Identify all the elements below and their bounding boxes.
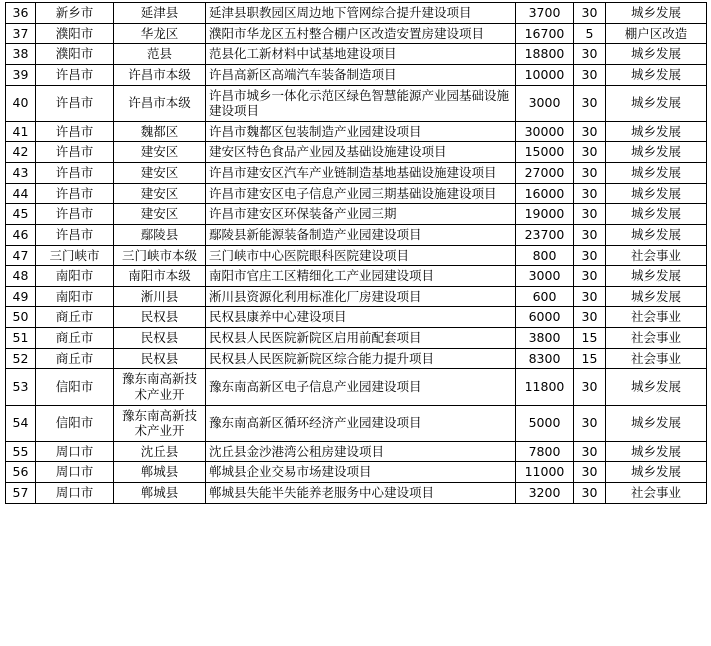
project-funding-table <box>5 2 707 504</box>
cell-category: 城乡发展 <box>606 462 707 483</box>
table-row <box>6 142 707 163</box>
cell-city: 三门峡市 <box>36 245 114 266</box>
cell-serial-number: 43 <box>6 163 36 184</box>
cell-serial-number: 50 <box>6 307 36 328</box>
cell-city: 信阳市 <box>36 369 114 405</box>
table-row <box>6 405 707 441</box>
cell-district: 郸城县 <box>114 483 206 504</box>
cell-district: 建安区 <box>114 183 206 204</box>
cell-district: 建安区 <box>114 204 206 225</box>
cell-project-name: 南阳市官庄工区精细化工产业园建设项目 <box>206 266 516 287</box>
cell-serial-number: 44 <box>6 183 36 204</box>
cell-amount: 27000 <box>516 163 574 184</box>
table-row <box>6 3 707 24</box>
table-row <box>6 348 707 369</box>
cell-amount: 3000 <box>516 266 574 287</box>
cell-amount: 11000 <box>516 462 574 483</box>
table-row <box>6 224 707 245</box>
cell-amount: 10000 <box>516 64 574 85</box>
cell-category: 社会事业 <box>606 483 707 504</box>
cell-category: 城乡发展 <box>606 121 707 142</box>
cell-district: 豫东南高新技术产业开 <box>114 369 206 405</box>
table-row <box>6 64 707 85</box>
table-row <box>6 204 707 225</box>
cell-years: 15 <box>574 348 606 369</box>
cell-years: 30 <box>574 183 606 204</box>
cell-project-name: 沈丘县金沙港湾公租房建设项目 <box>206 441 516 462</box>
table-row <box>6 183 707 204</box>
table-row <box>6 328 707 349</box>
cell-serial-number: 56 <box>6 462 36 483</box>
cell-project-name: 许昌市建安区电子信息产业园三期基础设施建设项目 <box>206 183 516 204</box>
cell-years: 15 <box>574 328 606 349</box>
cell-city: 商丘市 <box>36 307 114 328</box>
cell-project-name: 许昌高新区高端汽车装备制造项目 <box>206 64 516 85</box>
cell-project-name: 濮阳市华龙区五村整合棚户区改造安置房建设项目 <box>206 23 516 44</box>
cell-district: 郸城县 <box>114 462 206 483</box>
cell-serial-number: 53 <box>6 369 36 405</box>
cell-years: 30 <box>574 3 606 24</box>
cell-serial-number: 40 <box>6 85 36 121</box>
cell-category: 城乡发展 <box>606 441 707 462</box>
cell-years: 30 <box>574 64 606 85</box>
cell-amount: 800 <box>516 245 574 266</box>
cell-category: 城乡发展 <box>606 405 707 441</box>
cell-amount: 3200 <box>516 483 574 504</box>
cell-years: 30 <box>574 266 606 287</box>
cell-category: 城乡发展 <box>606 286 707 307</box>
cell-district: 范县 <box>114 44 206 65</box>
cell-category: 城乡发展 <box>606 44 707 65</box>
cell-amount: 8300 <box>516 348 574 369</box>
cell-city: 许昌市 <box>36 121 114 142</box>
cell-project-name: 豫东南高新区电子信息产业园建设项目 <box>206 369 516 405</box>
cell-district: 魏都区 <box>114 121 206 142</box>
cell-years: 30 <box>574 307 606 328</box>
cell-city: 商丘市 <box>36 328 114 349</box>
table-row <box>6 307 707 328</box>
cell-years: 30 <box>574 85 606 121</box>
cell-amount: 3000 <box>516 85 574 121</box>
cell-years: 30 <box>574 142 606 163</box>
table-row <box>6 462 707 483</box>
cell-years: 30 <box>574 204 606 225</box>
cell-city: 南阳市 <box>36 266 114 287</box>
cell-city: 周口市 <box>36 462 114 483</box>
cell-category: 城乡发展 <box>606 224 707 245</box>
cell-amount: 30000 <box>516 121 574 142</box>
cell-amount: 15000 <box>516 142 574 163</box>
cell-district: 许昌市本级 <box>114 85 206 121</box>
cell-years: 30 <box>574 224 606 245</box>
table-row <box>6 121 707 142</box>
cell-serial-number: 41 <box>6 121 36 142</box>
cell-category: 社会事业 <box>606 328 707 349</box>
cell-project-name: 民权县人民医院新院区启用前配套项目 <box>206 328 516 349</box>
cell-years: 30 <box>574 369 606 405</box>
cell-serial-number: 55 <box>6 441 36 462</box>
cell-project-name: 郸城县失能半失能养老服务中心建设项目 <box>206 483 516 504</box>
cell-project-name: 鄢陵县新能源装备制造产业园建设项目 <box>206 224 516 245</box>
table-row <box>6 286 707 307</box>
cell-district: 建安区 <box>114 142 206 163</box>
cell-district: 豫东南高新技术产业开 <box>114 405 206 441</box>
cell-amount: 23700 <box>516 224 574 245</box>
table-row <box>6 369 707 405</box>
cell-years: 30 <box>574 121 606 142</box>
cell-serial-number: 51 <box>6 328 36 349</box>
cell-serial-number: 42 <box>6 142 36 163</box>
cell-category: 城乡发展 <box>606 369 707 405</box>
table-row <box>6 441 707 462</box>
cell-project-name: 民权县康养中心建设项目 <box>206 307 516 328</box>
cell-serial-number: 49 <box>6 286 36 307</box>
table-row <box>6 163 707 184</box>
cell-project-name: 建安区特色食品产业园及基础设施建设项目 <box>206 142 516 163</box>
cell-category: 城乡发展 <box>606 142 707 163</box>
cell-years: 30 <box>574 483 606 504</box>
cell-district: 南阳市本级 <box>114 266 206 287</box>
table-row <box>6 266 707 287</box>
cell-category: 城乡发展 <box>606 204 707 225</box>
cell-category: 城乡发展 <box>606 3 707 24</box>
cell-amount: 3800 <box>516 328 574 349</box>
cell-years: 30 <box>574 286 606 307</box>
cell-district: 华龙区 <box>114 23 206 44</box>
cell-city: 新乡市 <box>36 3 114 24</box>
cell-project-name: 许昌市城乡一体化示范区绿色智慧能源产业园基础设施建设项目 <box>206 85 516 121</box>
cell-years: 30 <box>574 44 606 65</box>
cell-years: 30 <box>574 245 606 266</box>
cell-project-name: 郸城县企业交易市场建设项目 <box>206 462 516 483</box>
cell-amount: 16700 <box>516 23 574 44</box>
cell-district: 民权县 <box>114 328 206 349</box>
cell-category: 城乡发展 <box>606 266 707 287</box>
cell-district: 鄢陵县 <box>114 224 206 245</box>
document-page <box>0 2 711 646</box>
cell-district: 民权县 <box>114 307 206 328</box>
cell-category: 社会事业 <box>606 307 707 328</box>
cell-category: 城乡发展 <box>606 64 707 85</box>
table-body <box>6 3 707 504</box>
cell-serial-number: 38 <box>6 44 36 65</box>
cell-city: 许昌市 <box>36 204 114 225</box>
cell-project-name: 许昌市建安区环保装备产业园三期 <box>206 204 516 225</box>
cell-years: 30 <box>574 441 606 462</box>
cell-district: 三门峡市本级 <box>114 245 206 266</box>
cell-district: 延津县 <box>114 3 206 24</box>
cell-project-name: 许昌市魏都区包装制造产业园建设项目 <box>206 121 516 142</box>
cell-project-name: 许昌市建安区汽车产业链制造基地基础设施建设项目 <box>206 163 516 184</box>
cell-project-name: 范县化工新材料中试基地建设项目 <box>206 44 516 65</box>
cell-amount: 18800 <box>516 44 574 65</box>
cell-project-name: 淅川县资源化利用标准化厂房建设项目 <box>206 286 516 307</box>
cell-category: 棚户区改造 <box>606 23 707 44</box>
cell-city: 南阳市 <box>36 286 114 307</box>
cell-amount: 7800 <box>516 441 574 462</box>
cell-district: 许昌市本级 <box>114 64 206 85</box>
cell-district: 民权县 <box>114 348 206 369</box>
cell-serial-number: 45 <box>6 204 36 225</box>
cell-category: 城乡发展 <box>606 85 707 121</box>
cell-project-name: 豫东南高新区循环经济产业园建设项目 <box>206 405 516 441</box>
cell-category: 城乡发展 <box>606 163 707 184</box>
cell-city: 濮阳市 <box>36 44 114 65</box>
cell-city: 许昌市 <box>36 142 114 163</box>
cell-years: 30 <box>574 163 606 184</box>
cell-city: 许昌市 <box>36 64 114 85</box>
table-row <box>6 23 707 44</box>
cell-amount: 600 <box>516 286 574 307</box>
cell-serial-number: 52 <box>6 348 36 369</box>
cell-city: 周口市 <box>36 483 114 504</box>
cell-project-name: 三门峡市中心医院眼科医院建设项目 <box>206 245 516 266</box>
cell-project-name: 延津县职教园区周边地下管网综合提升建设项目 <box>206 3 516 24</box>
cell-serial-number: 54 <box>6 405 36 441</box>
cell-category: 社会事业 <box>606 245 707 266</box>
cell-city: 许昌市 <box>36 183 114 204</box>
cell-amount: 3700 <box>516 3 574 24</box>
cell-serial-number: 36 <box>6 3 36 24</box>
cell-city: 许昌市 <box>36 224 114 245</box>
cell-amount: 16000 <box>516 183 574 204</box>
cell-serial-number: 37 <box>6 23 36 44</box>
cell-years: 30 <box>574 462 606 483</box>
cell-serial-number: 46 <box>6 224 36 245</box>
cell-amount: 6000 <box>516 307 574 328</box>
cell-district: 建安区 <box>114 163 206 184</box>
cell-years: 5 <box>574 23 606 44</box>
cell-district: 淅川县 <box>114 286 206 307</box>
cell-city: 周口市 <box>36 441 114 462</box>
table-row <box>6 483 707 504</box>
cell-city: 信阳市 <box>36 405 114 441</box>
table-row <box>6 85 707 121</box>
cell-serial-number: 57 <box>6 483 36 504</box>
cell-city: 许昌市 <box>36 85 114 121</box>
cell-years: 30 <box>574 405 606 441</box>
cell-city: 濮阳市 <box>36 23 114 44</box>
cell-amount: 11800 <box>516 369 574 405</box>
cell-city: 许昌市 <box>36 163 114 184</box>
cell-serial-number: 39 <box>6 64 36 85</box>
cell-district: 沈丘县 <box>114 441 206 462</box>
cell-amount: 5000 <box>516 405 574 441</box>
cell-serial-number: 48 <box>6 266 36 287</box>
cell-city: 商丘市 <box>36 348 114 369</box>
cell-serial-number: 47 <box>6 245 36 266</box>
cell-category: 城乡发展 <box>606 183 707 204</box>
table-row <box>6 44 707 65</box>
cell-project-name: 民权县人民医院新院区综合能力提升项目 <box>206 348 516 369</box>
cell-category: 社会事业 <box>606 348 707 369</box>
table-row <box>6 245 707 266</box>
cell-amount: 19000 <box>516 204 574 225</box>
